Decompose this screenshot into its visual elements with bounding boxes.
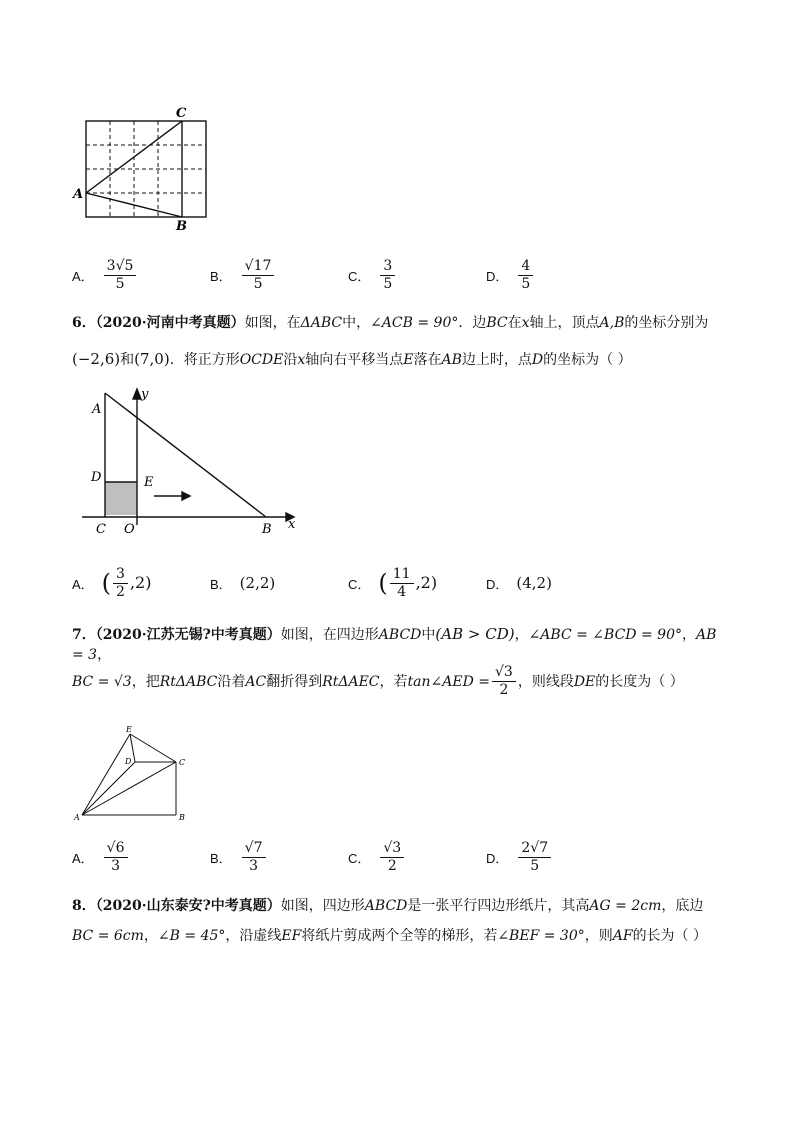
q7-fig-B: B	[179, 813, 185, 822]
q8-ef: EF	[281, 928, 302, 944]
q6-options-0-den: 2	[116, 583, 125, 600]
q6-text1a: 如图，在	[244, 315, 301, 331]
q6-options	[72, 561, 732, 605]
q7-options-3-den: 5	[530, 857, 540, 874]
q6-fig-D: D	[91, 470, 102, 485]
q7-ac: AC	[245, 673, 267, 690]
q6-ocde: OCDE	[239, 352, 284, 368]
q7-option-b[interactable]	[210, 835, 268, 879]
q8-source: （2020·山东泰安?中考真题）	[95, 898, 281, 914]
q7-text2b: 沿着	[217, 673, 246, 690]
q7-options-2-label: C．	[348, 850, 371, 866]
q6-text1d: 在	[507, 315, 522, 331]
q7-rt2: RtΔAEC	[322, 673, 380, 690]
q7-fig-C: C	[179, 758, 186, 767]
q6-ab: A,B	[599, 315, 625, 331]
q7-options-0-label: A．	[72, 850, 94, 866]
q5-label-b: B	[176, 219, 187, 234]
q8-af: AF	[612, 928, 633, 944]
q6-options-0-pre: (	[101, 569, 112, 597]
q7-option-c[interactable]	[348, 835, 406, 879]
q6-fig-y: y	[141, 387, 149, 402]
q7-stem	[72, 624, 732, 699]
q7-angles: ∠ABC = ∠BCD = 90°	[528, 627, 682, 643]
q6-option-c[interactable]	[348, 561, 437, 605]
q7-de: DE	[573, 673, 596, 690]
q7-number: 7．	[72, 627, 96, 643]
q7-cond: (AB > CD)	[435, 625, 515, 643]
q8-text1b: 是一张平行四边形纸片，其高	[407, 898, 590, 914]
q7-options-1-label: B．	[210, 850, 232, 866]
q7-text2e: ，则线段	[517, 673, 574, 690]
q7-figure	[70, 722, 200, 822]
q7-text2a: ，把	[131, 673, 160, 690]
q8-bef: ∠BEF = 30°	[497, 928, 585, 944]
q6-text1e: 轴上，顶点	[529, 315, 600, 331]
q6-source: （2020·河南中考真题）	[95, 315, 245, 331]
q5_options-1-den: 5	[253, 275, 263, 292]
q7-options-0-num: √6	[104, 840, 128, 858]
q7-options-1-num: √7	[242, 840, 266, 858]
q6-options-2-den: 4	[397, 583, 407, 600]
q8-text2b: ，沿虚线	[225, 928, 282, 944]
q6-options-0-post: ,2)	[129, 573, 152, 592]
q6-figure	[78, 385, 308, 540]
q7-option-a[interactable]	[72, 835, 130, 879]
q5-option-c[interactable]	[348, 253, 397, 297]
q8-text2c: 将纸片剪成两个全等的梯形，若	[301, 928, 498, 944]
q7-source: （2020·江苏无锡?中考真题）	[95, 627, 281, 643]
q5-option-b[interactable]	[210, 253, 276, 297]
q6-text2a: ．将正方形	[169, 352, 240, 368]
q6-tri: ΔABC	[300, 315, 343, 331]
q7-bc: BC = √3	[72, 673, 132, 690]
q6-fig-B: B	[262, 522, 272, 537]
q6-bc: BC	[486, 315, 508, 331]
q7-abcd: ABCD	[378, 627, 422, 643]
q7-text2d: ，若	[379, 673, 408, 690]
q8-text1c: ，底边	[661, 898, 704, 914]
q5_options-2-label: C．	[348, 268, 371, 284]
q6-number: 6．	[72, 315, 96, 331]
q8-text2e: 的长为（ ）	[632, 928, 708, 944]
q6-fig-E: E	[144, 475, 154, 490]
q7-options	[72, 835, 732, 879]
q6-text2e: 边上时，点	[461, 352, 532, 368]
q7-text2f: 的长度为（ ）	[595, 673, 684, 690]
q6-stem	[72, 313, 732, 370]
q5_options-0-label: A．	[72, 268, 94, 284]
q6-ab2: AB	[441, 352, 462, 368]
q5_options-0-num: 3√5	[104, 258, 137, 276]
q7-options-3-num: 2√7	[518, 840, 551, 858]
q6-coordA: (−2,6)	[72, 350, 121, 368]
q6-options-2-post: ,2)	[415, 573, 438, 592]
q6-options-3-label: D．	[486, 576, 509, 592]
q5-figure	[70, 100, 220, 235]
q5_options-1-num: √17	[242, 258, 275, 276]
q8-text1a: 如图，四边形	[280, 898, 365, 914]
q7-option-d[interactable]	[486, 835, 553, 879]
q7-tan_den: 2	[499, 682, 509, 698]
q7-fig-A: A	[74, 813, 80, 822]
q6-angle: ∠ACB = 90°	[370, 315, 459, 331]
q5_options-3-den: 5	[521, 275, 531, 292]
q6-fig-x: x	[288, 517, 296, 532]
q8-stem	[72, 896, 732, 946]
q6-text1b: 中，	[342, 315, 371, 331]
q7-fig-E: E	[126, 725, 132, 734]
q6-options-2-label: C．	[348, 576, 371, 592]
q5_options-2-num: 3	[380, 258, 395, 276]
q7-text1a: 如图，在四边形	[280, 627, 379, 643]
q6-options-2-pre: (	[378, 569, 388, 597]
q6-text1f: 的坐标分别为	[624, 315, 709, 331]
q8-ag: AG = 2cm	[589, 898, 662, 914]
q5-option-a[interactable]	[72, 253, 138, 297]
q6-text2d: 落在	[413, 352, 442, 368]
q7-fig-D: D	[125, 757, 132, 766]
q7-ab3: AB = 3	[72, 627, 717, 663]
q6-options-0-label: A．	[72, 576, 94, 592]
q6-he: 和	[120, 352, 135, 368]
q6-fig-O: O	[124, 522, 135, 537]
q7-options-3-label: D．	[486, 850, 509, 866]
q6-coordB: (7,0)	[134, 350, 170, 368]
q5_options-3-num: 4	[518, 258, 533, 276]
q6-e: E	[403, 352, 414, 368]
q6-text1c: ．边	[458, 315, 487, 331]
q5-label-c: C	[176, 106, 187, 121]
q6-option-a[interactable]	[72, 561, 151, 605]
q7-text1d: ，	[681, 627, 696, 643]
q6-options-2-num: 11	[390, 566, 414, 584]
q7-rt1: RtΔABC	[159, 673, 218, 690]
q8-text2a: ，	[143, 928, 158, 944]
q5-option-d[interactable]	[486, 253, 535, 297]
q6-fig-C: C	[96, 522, 106, 537]
q6-text2f: 的坐标为（ ）	[543, 352, 632, 368]
q7-options-2-den: 2	[387, 857, 397, 874]
q6-text2b: 沿	[283, 352, 298, 368]
q6-options-0-num: 3	[113, 566, 128, 584]
q5-options	[72, 253, 732, 297]
q6-x: x	[297, 352, 306, 368]
q8-abcd: ABCD	[364, 898, 408, 914]
q7-tan: tan∠AED =	[407, 673, 490, 690]
q5_options-0-den: 5	[115, 275, 125, 292]
q5-label-a: A	[73, 187, 84, 202]
q6-option-d[interactable]	[486, 561, 552, 605]
q7-tan_num: √3	[492, 664, 516, 682]
q8-angleb: ∠B = 45°	[157, 928, 226, 944]
q6-option-b[interactable]	[210, 561, 275, 605]
q5_options-3-label: D．	[486, 268, 509, 284]
q7-text1e: ，	[97, 647, 112, 663]
q6-fig-A: A	[92, 402, 102, 417]
q6-options-3-text: (4,2)	[516, 574, 552, 592]
q7-text1c: ，	[514, 627, 529, 643]
q6-text2c: 轴向右平移当点	[305, 352, 404, 368]
q7-text1b: 中	[421, 627, 436, 643]
q6-options-1-text: (2,2)	[239, 574, 276, 592]
q6-d: D	[531, 352, 544, 368]
q7-options-0-den: 3	[111, 857, 121, 874]
q8-text2d: ，则	[584, 928, 613, 944]
q5_options-2-den: 5	[383, 275, 393, 292]
q7-options-1-den: 3	[249, 857, 259, 874]
q5_options-1-label: B．	[210, 268, 232, 284]
q8-bc: BC = 6cm	[72, 928, 144, 944]
q6-x: x	[521, 315, 530, 331]
q6-options-1-label: B．	[210, 576, 232, 592]
q8-number: 8．	[72, 898, 96, 914]
q7-text2c: 翻折得到	[266, 673, 323, 690]
q7-options-2-num: √3	[380, 840, 404, 858]
